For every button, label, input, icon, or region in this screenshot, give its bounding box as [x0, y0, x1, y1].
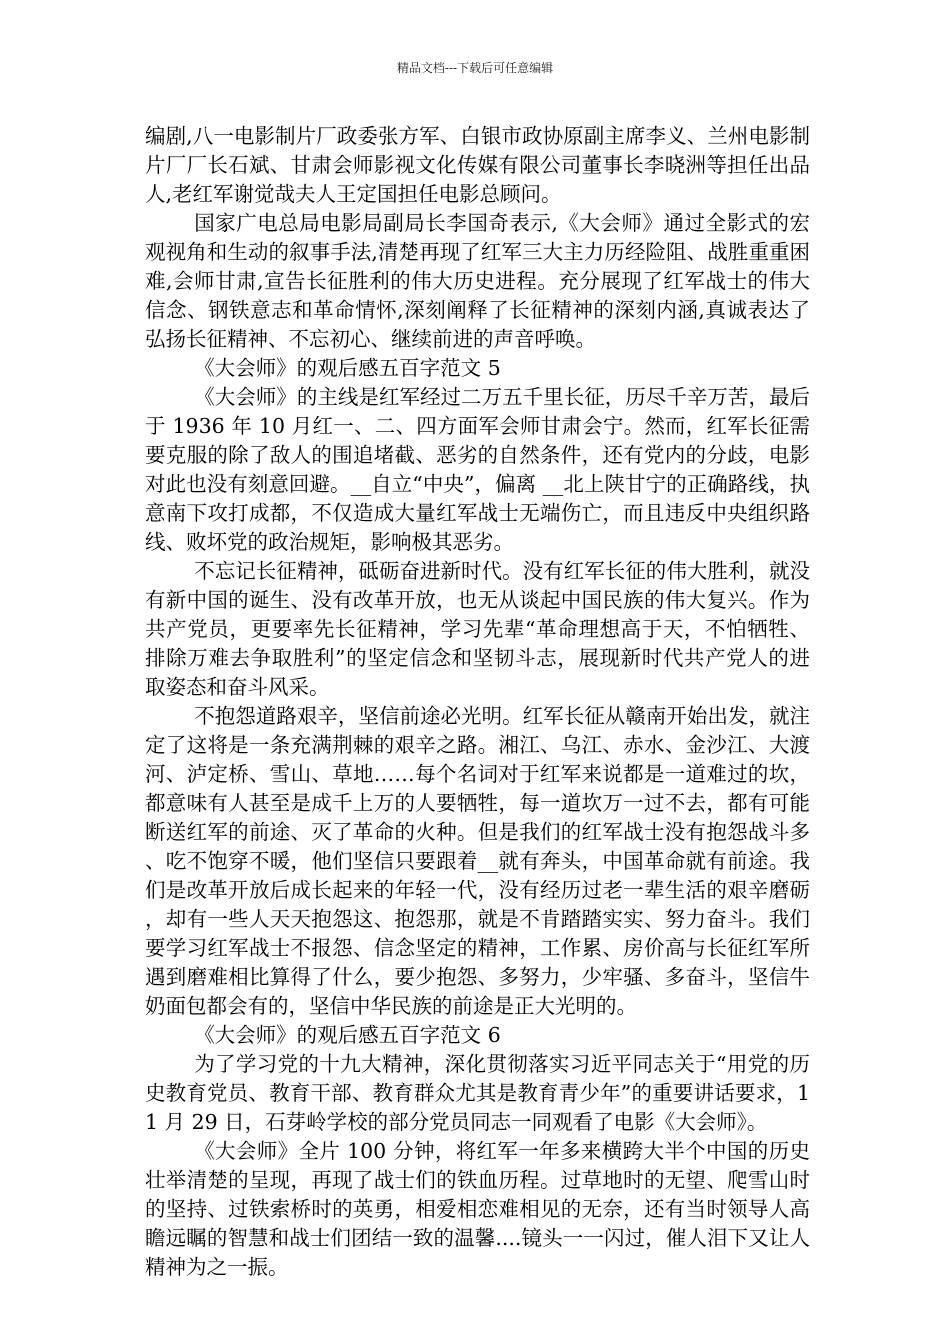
paragraph: 为了学习党的十九大精神，深化贯彻落实习近平同志关于“用党的历史教育党员、教育干部、教育群众尤其是教育青少年”的重要讲话要求，11 月 29 日，石芽岭学校的部分党员同志一同观看了电影《大会师》。 — [145, 1052, 810, 1134]
section-heading: 《大会师》的观后感五百字范文 5 — [194, 356, 501, 380]
paragraph: 编剧,八一电影制片厂政委张方军、白银市政协原副主席李义、兰州电影制片厂厂长石斌、甘肃会师影视文化传媒有限公司董事长李晓洲等担任出品人,老红军谢觉哉夫人王定国担任电影总顾问。 — [145, 124, 810, 206]
paragraph: 国家广电总局电影局副局长李国奇表示,《大会师》通过全影式的宏观视角和生动的叙事手法,清楚再现了红军三大主力历经险阻、战胜重重困难,会师甘肃,宣告长征胜利的伟大历史进程。充分展现了红军战士的伟大信念、钢铁意志和革命情怀,深刻阐释了长征精神的深刻内涵,真诚表达了弘扬长征精神、不忘初心、继续前进的声音呼唤。 — [145, 211, 810, 351]
paragraph: 《大会师》全片 100 分钟，将红军一年多来横跨大半个中国的历史壮举清楚的呈现，再现了战士们的铁血历程。过草地时的无望、爬雪山时的坚持、过铁索桥时的英勇，相爱相恋难相见的无奈，还有当时领导人高瞻远瞩的智慧和战士们团结一致的温馨....镜头一一闪过，催人泪下又让人精神为之一振。 — [145, 1139, 810, 1279]
section-heading: 《大会师》的观后感五百字范文 6 — [194, 1023, 501, 1047]
document-body — [145, 122, 810, 1282]
page-header: 精品文档---下载后可任意编辑 — [396, 61, 554, 75]
paragraph: 不忘记长征精神，砥砺奋进新时代。没有红军长征的伟大胜利，就没有新中国的诞生、没有改革开放，也无从谈起中国民族的伟大复兴。作为共产党员，更要率先长征精神，学习先辈“革命理想高于天，不怕牺牲、排除万难去争取胜利”的坚定信念和坚韧斗志，展现新时代共产党人的进取姿态和奋斗风采。 — [145, 559, 810, 699]
paragraph: 不抱怨道路艰辛，坚信前途必光明。红军长征从赣南开始出发，就注定了这将是一条充满荆棘的艰辛之路。湘江、乌江、赤水、金沙江、大渡河、泸定桥、雪山、草地……每个名词对于红军来说都是一道难过的坎，都意味有人甚至是成千上万的人要牺牲，每一道坎万一过不去，都有可能断送红军的前途、灭了革命的火种。但是我们的红军战士没有抱怨战斗多、吃不饱穿不暖，他们坚信只要跟着__就有奔头，中国革命就有前途。我们是改革开放后成长起来的年轻一代，没有经历过老一辈生活的艰辛磨砺，却有一些人天天抱怨这、抱怨那，就是不肯踏踏实实、努力奋斗。我们要学习红军战士不报怨、信念坚定的精神，工作累、房价高与长征红军所遇到磨难相比算得了什么，要少抱怨、多努力，少牢骚、多奋斗，坚信牛奶面包都会有的，坚信中华民族的前途是正大光明的。 — [145, 704, 810, 1018]
paragraph: 《大会师》的主线是红军经过二万五千里长征，历尽千辛万苦，最后于 1936 年 10 月红一、二、四方面军会师甘肃会宁。然而，红军长征需要克服的除了敌人的围追堵截、恶劣的自然条件，还有党内的分歧，电影对此也没有刻意回避。__自立“中央”，偏离 __北上陕甘宁的正确路线，执意南下攻打成都，不仅造成大量红军战士无端伤亡，而且违反中央组织路线、败坏党的政治规矩，影响极其恶劣。 — [145, 385, 810, 554]
